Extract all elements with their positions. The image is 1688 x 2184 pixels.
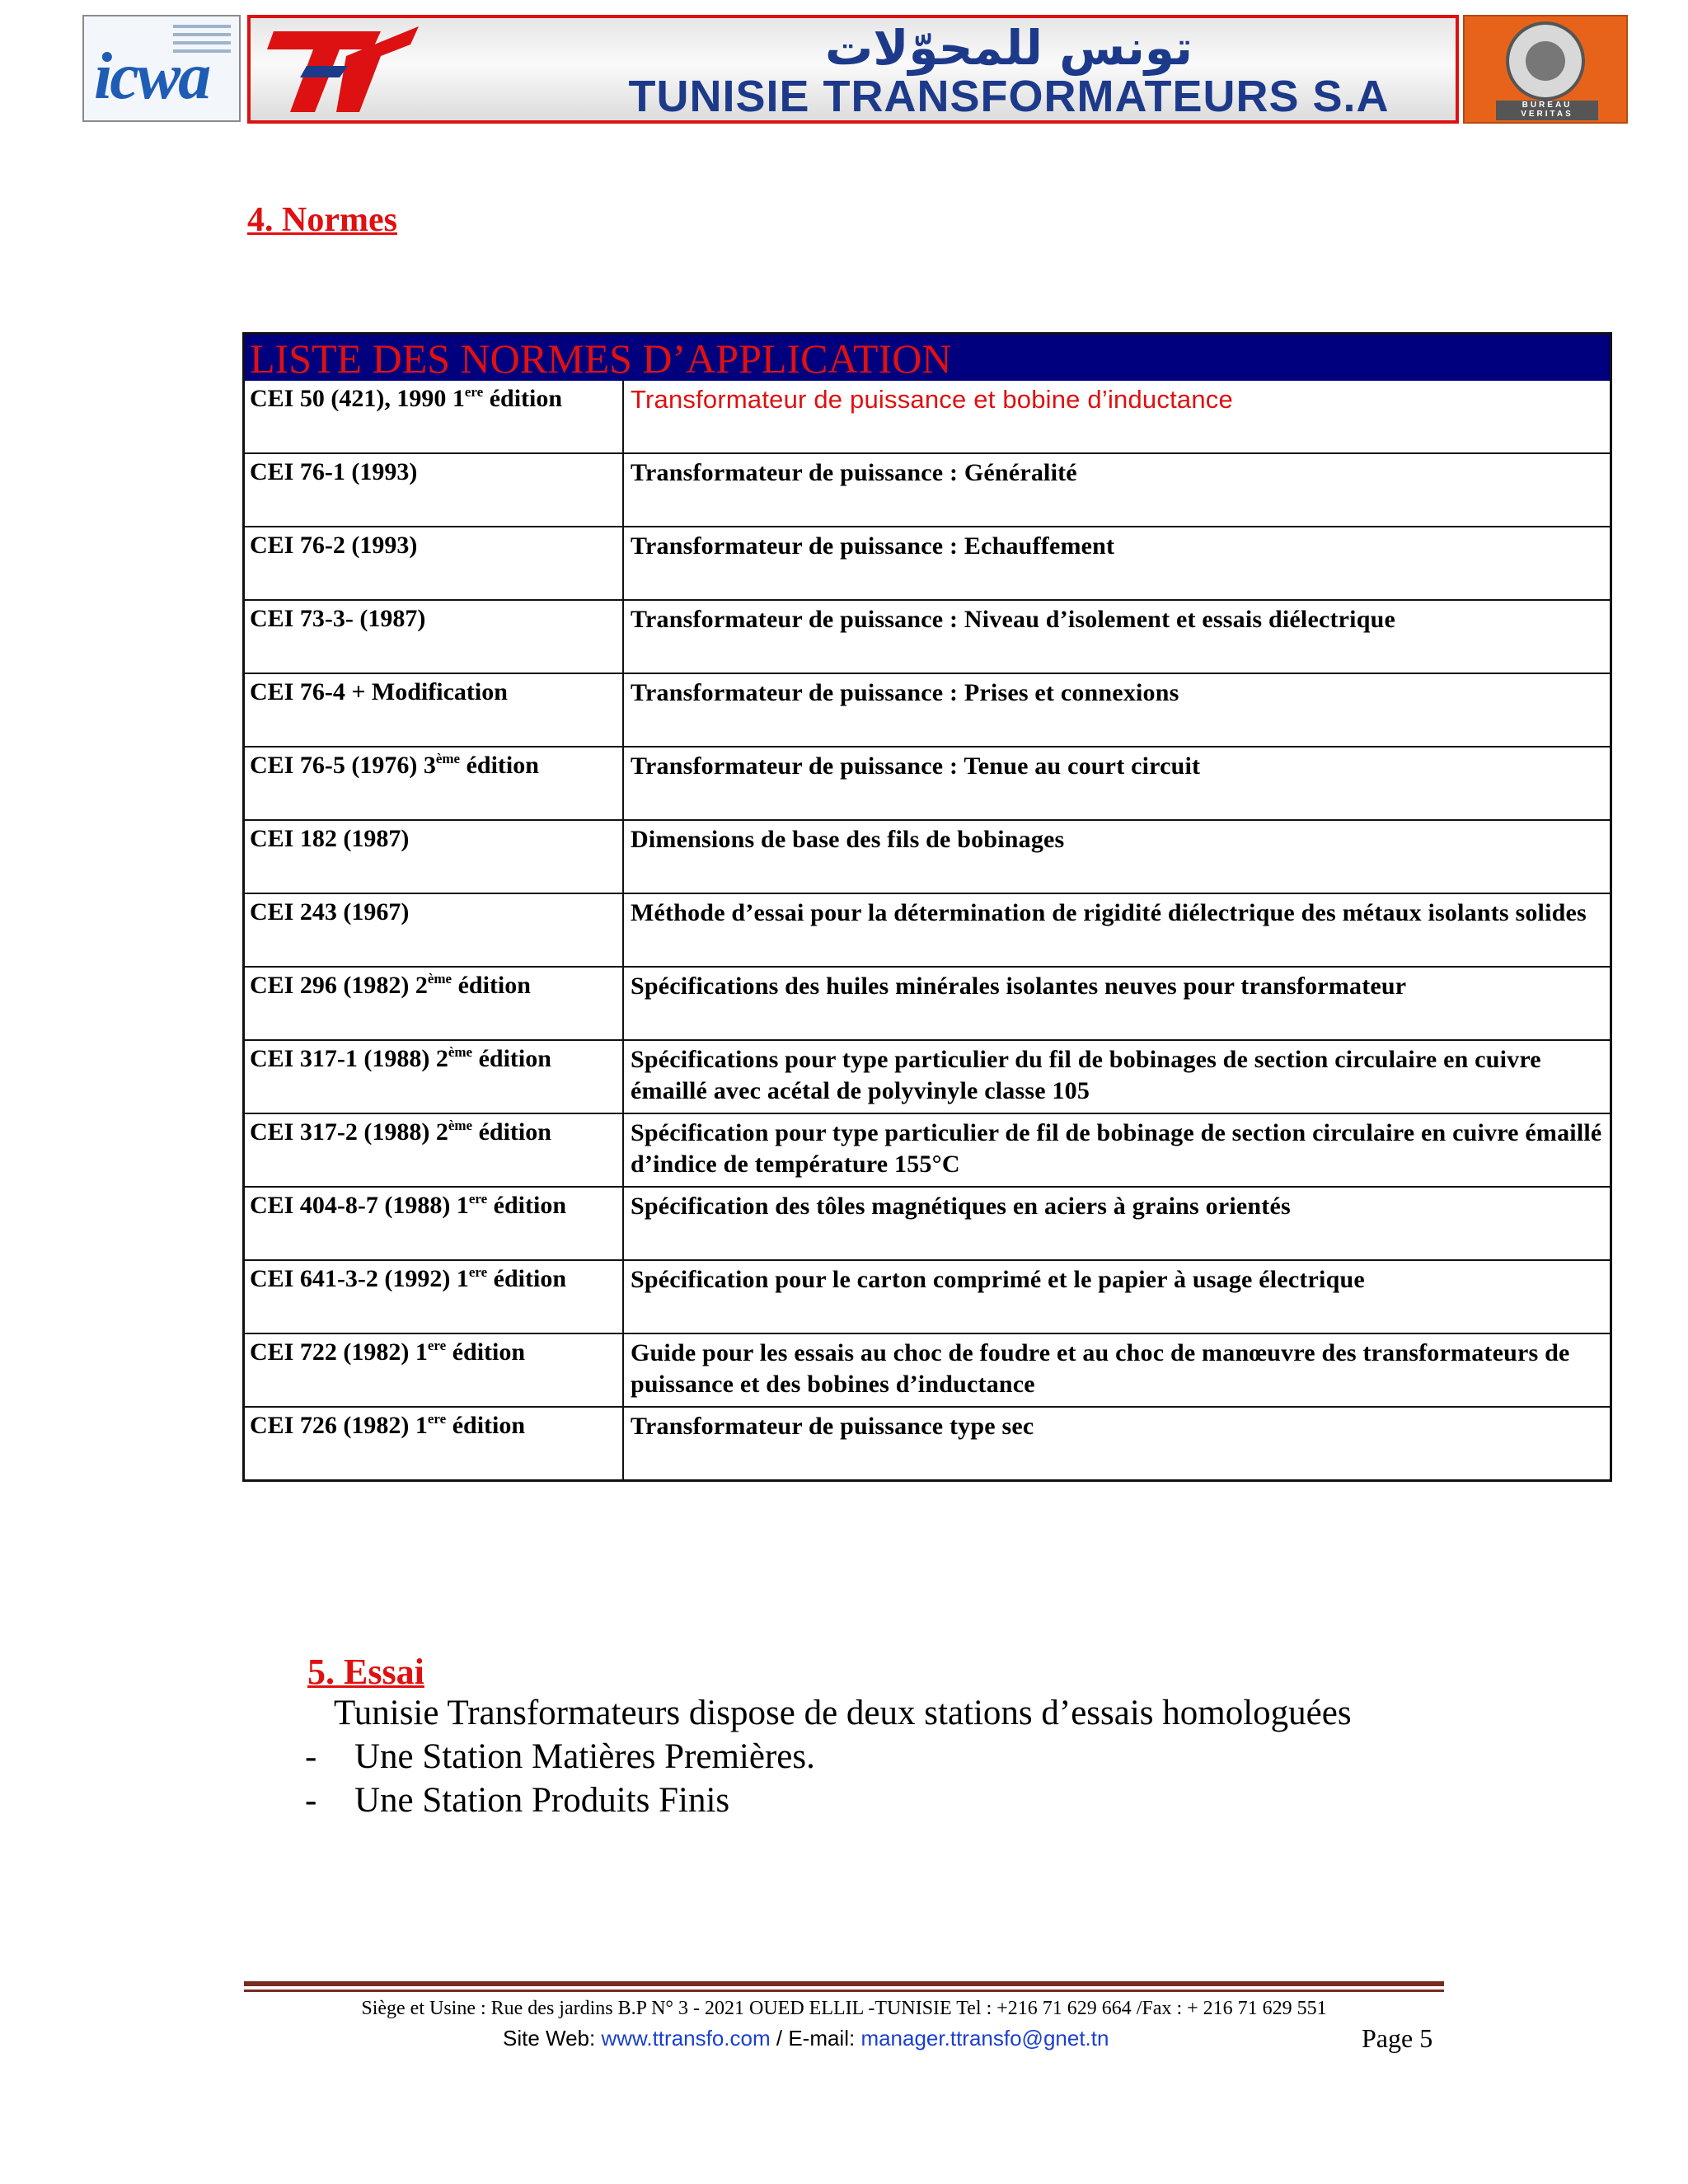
edition-label: édition	[483, 385, 563, 412]
edition-ordinal: ere	[468, 1264, 488, 1280]
norm-description: Méthode d’essai pour la détermination de rigidité diélectrique des métaux isolants solides	[631, 899, 1587, 926]
norm-description: Transformateur de puissance : Niveau d’isolement et essais diélectrique	[631, 606, 1395, 633]
certifier-name: BUREAU VERITAS	[1496, 101, 1598, 120]
list-item	[305, 1779, 1459, 1822]
norms-table	[242, 332, 1612, 1482]
bullet-text: Une Station Matières Premières.	[354, 1737, 815, 1776]
norm-description: Transformateur de puissance et bobine d’inductance	[631, 385, 1233, 414]
edition-label: édition	[460, 752, 539, 779]
section-5-intro: Tunisie Transformateurs dispose de deux stations d’essais homologuées	[334, 1694, 1352, 1732]
edition-ordinal: ème	[427, 971, 452, 987]
table-row	[245, 1333, 1610, 1406]
bureau-veritas-logo	[1463, 15, 1628, 124]
norm-description: Transformateur de puissance : Généralité	[631, 459, 1077, 486]
table-row	[245, 526, 1610, 599]
web-label: Site Web:	[503, 2026, 602, 2050]
norm-code-cell	[245, 454, 624, 526]
norm-code: CEI 182 (1987)	[250, 825, 410, 852]
norm-description: Transformateur de puissance type sec	[631, 1413, 1034, 1440]
table-row	[245, 1259, 1610, 1333]
edition-label: édition	[487, 1265, 567, 1292]
norm-code: CEI 76-4 + Modification	[250, 678, 508, 705]
edition-ordinal: ere	[427, 1338, 447, 1353]
edition-label: édition	[446, 1412, 526, 1439]
norm-code-cell	[245, 381, 624, 452]
icwa-logo: icwa	[82, 15, 241, 122]
norm-code: CEI 76-2 (1993)	[250, 532, 418, 559]
norm-description: Dimensions de base des fils de bobinages	[631, 826, 1065, 853]
norm-description: Spécifications des huiles minérales isolantes neuves pour transformateur	[631, 972, 1407, 1000]
section-4-title: 4. Normes	[247, 201, 397, 239]
table-header: LISTE DES NORMES D’APPLICATION	[245, 335, 1610, 381]
norm-code-cell	[245, 1261, 624, 1333]
norm-code: CEI 76-5 (1976) 3	[250, 752, 436, 779]
table-row	[245, 599, 1610, 673]
norm-code: CEI 317-2 (1988) 2	[250, 1118, 448, 1146]
norm-description: Transformateur de puissance : Prises et connexions	[631, 679, 1179, 706]
edition-label: édition	[452, 972, 531, 999]
arabic-company-name: تونس للمحوّلات	[824, 20, 1193, 76]
norm-description: Spécifications pour type particulier du fil de bobinages de section circulaire en cuivre émaillé avec acétal de polyvinyle classe 105	[631, 1046, 1541, 1104]
seal-icon	[1506, 21, 1585, 101]
bullet-text: Une Station Produits Finis	[354, 1781, 730, 1820]
list-item	[305, 1736, 1459, 1779]
edition-label: édition	[487, 1192, 567, 1219]
website-link[interactable]: www.ttransfo.com	[601, 2026, 771, 2050]
edition-label: édition	[446, 1338, 526, 1366]
table-row	[245, 673, 1610, 746]
table-row	[245, 381, 1610, 452]
norm-code: CEI 404-8-7 (1988) 1	[250, 1192, 469, 1219]
norm-code: CEI 50 (421), 1990 1	[250, 385, 465, 412]
edition-ordinal: ere	[427, 1411, 447, 1427]
section-5-title: 5. Essai	[307, 1652, 424, 1692]
norm-code-cell	[245, 1041, 624, 1113]
edition-ordinal: ere	[468, 1191, 488, 1207]
letterhead	[82, 15, 1628, 125]
edition-ordinal: ème	[448, 1044, 473, 1060]
company-banner	[247, 15, 1459, 124]
table-row	[245, 1039, 1610, 1113]
norm-description: Spécification pour le carton comprimé et le papier à usage électrique	[631, 1266, 1365, 1293]
email-link[interactable]: manager.ttransfo@gnet.tn	[860, 2026, 1109, 2050]
norm-code: CEI 726 (1982) 1	[250, 1412, 428, 1439]
edition-ordinal: ere	[464, 384, 484, 400]
norm-code: CEI 296 (1982) 2	[250, 972, 428, 999]
norm-code-cell	[245, 1408, 624, 1479]
norm-code-cell	[245, 527, 624, 599]
norm-code: CEI 243 (1967)	[250, 898, 410, 926]
table-row	[245, 893, 1610, 966]
norm-code-cell	[245, 1188, 624, 1259]
company-name: TUNISIE TRANSFORMATEURS S.A	[628, 72, 1390, 121]
footer-divider	[244, 1981, 1444, 1986]
norm-code: CEI 722 (1982) 1	[250, 1338, 428, 1366]
footer-address: Siège et Usine : Rue des jardins B.P N° 3 - 2021 OUED ELLIL -TUNISIE Tel : +216 71 629 664 /Fax : + 216 71 629 551	[361, 1998, 1327, 2019]
norm-description: Spécification des tôles magnétiques en aciers à grains orientés	[631, 1193, 1291, 1220]
bullet-dash: -	[305, 1781, 317, 1820]
bullet-dash: -	[305, 1737, 317, 1776]
edition-ordinal: ème	[435, 751, 461, 766]
norm-code-cell	[245, 968, 624, 1039]
norm-code: CEI 76-1 (1993)	[250, 458, 418, 485]
norm-description: Spécification pour type particulier de fil de bobinage de section circulaire en cuivre émaillé d’indice de température 155°C	[631, 1119, 1602, 1178]
separator: /	[770, 2026, 789, 2050]
norm-code-cell	[245, 1114, 624, 1186]
table-row	[245, 746, 1610, 819]
norm-code: CEI 641-3-2 (1992) 1	[250, 1265, 469, 1292]
edition-ordinal: ème	[448, 1118, 473, 1133]
footer-contact	[503, 2026, 1109, 2051]
email-label: E-mail:	[788, 2026, 861, 2050]
norm-code-cell	[245, 894, 624, 966]
norm-code-cell	[245, 601, 624, 673]
table-row	[245, 1406, 1610, 1479]
table-row	[245, 966, 1610, 1039]
footer-divider	[244, 1990, 1444, 1992]
norm-description: Transformateur de puissance : Tenue au court circuit	[631, 752, 1201, 780]
table-row	[245, 452, 1610, 526]
edition-label: édition	[472, 1118, 551, 1146]
page-number: Page 5	[1362, 2023, 1433, 2053]
norm-code-cell	[245, 674, 624, 746]
norm-code: CEI 73-3- (1987)	[250, 605, 426, 632]
norm-code-cell	[245, 1334, 624, 1406]
norm-code-cell	[245, 821, 624, 893]
norm-code-cell	[245, 748, 624, 819]
norm-description: Guide pour les essais au choc de foudre et au choc de manœuvre des transformateurs de puissance et des bobines d’inductance	[631, 1339, 1570, 1398]
norm-code: CEI 317-1 (1988) 2	[250, 1045, 448, 1072]
tt-logo-icon	[257, 20, 422, 120]
table-row	[245, 1186, 1610, 1259]
table-row	[245, 1113, 1610, 1186]
norm-description: Transformateur de puissance : Echauffement	[631, 532, 1115, 560]
edition-label: édition	[472, 1045, 551, 1072]
table-row	[245, 819, 1610, 893]
